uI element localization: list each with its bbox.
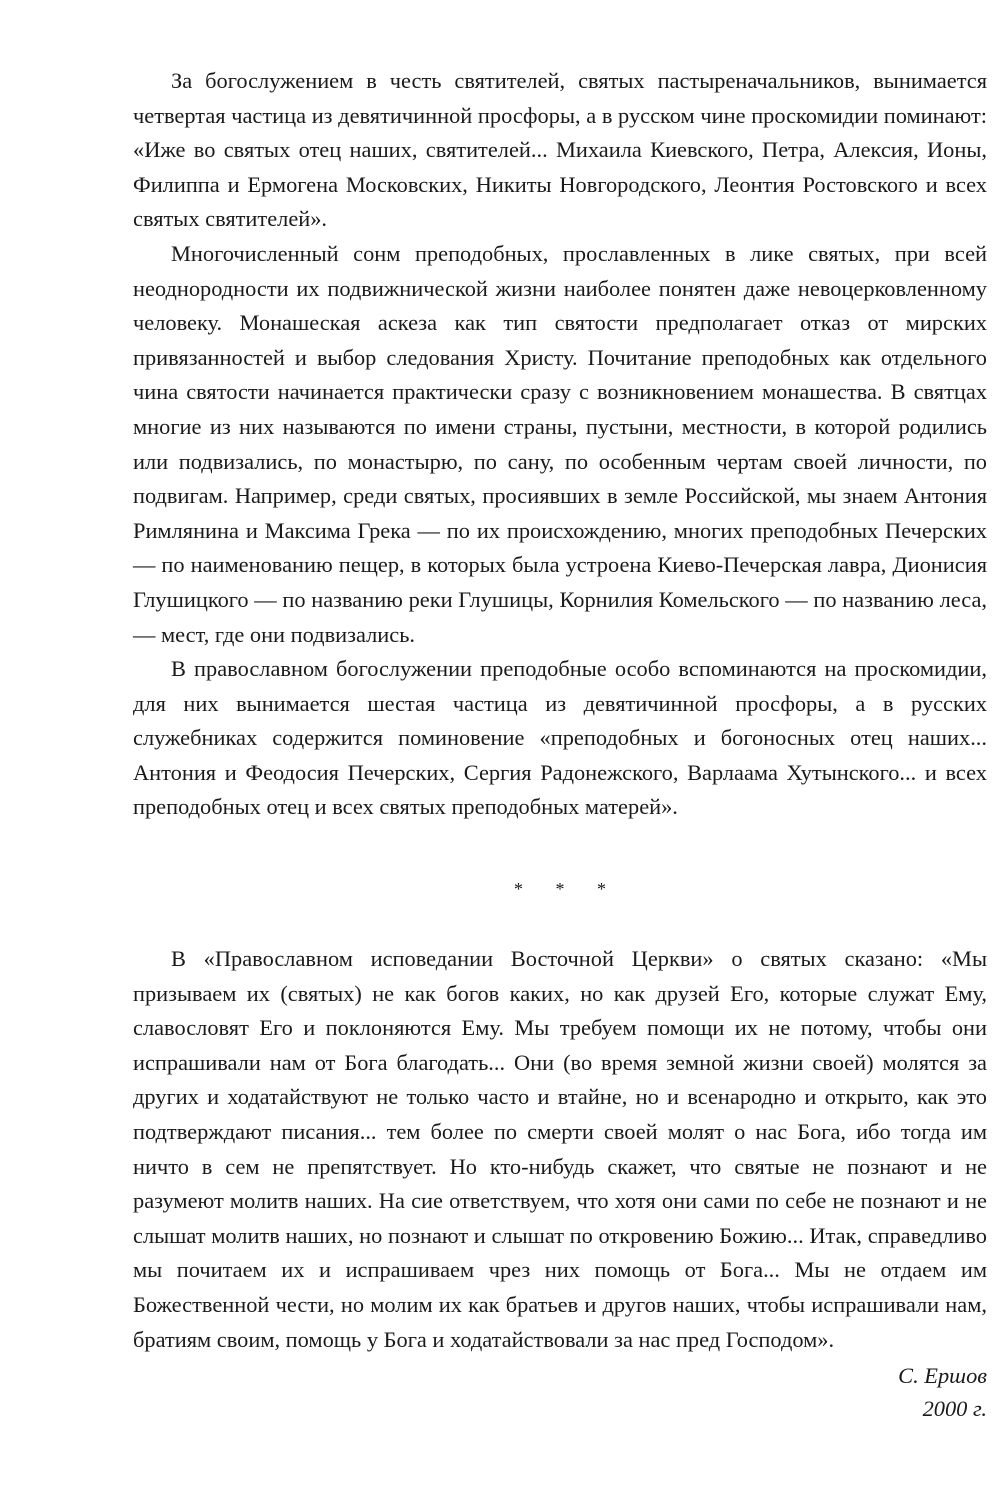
paragraph-proskomedia: В православном богослужении преподобные особо вспоминаются на проскомидии, для них вынимается шестая частица из девятичинной просфоры, а в русских служебниках содержится поминовение «преподобных и богоносных отец наших... Антония и Феодосия Печерских, Сергия Радонежского, Варлаама Хутынского... и всех преподобных отец и всех святых преподобных матерей». — [133, 656, 987, 820]
signature — [133, 1359, 987, 1425]
signature-year: 2000 г. — [922, 1396, 987, 1422]
paragraph-confession: В «Православном исповедании Восточной Церкви» о святых сказано: «Мы призываем их (святых) не как богов каких, но как друзей Его, которые служат Ему, славословят Его и поклоняются Ему. Мы требуем помощи их не потому, чтобы они испрашивали нам от Бога благодать... Они (во время земной жизни своей) молятся за других и ходатайствуют не только часто и втайне, но и всенародно и открыто, как это подтверждают писания... тем более по смерти своей молят о нас Бога, ибо тогда им ничто в сем не препятствует. Но кто-нибудь скажет, что святые не познают и не разумеют молитв наших. На сие ответствуем, что хотя они сами по себе не познают и не слышат молитв наших, но познают и слышат по откровению Божию... Итак, справедливо мы почитаем их и испрашиваем чрез них помощь от Бога... Мы не отдаем им Божественной чести, но молим их как братьев и другов наших, чтобы испрашивали нам, братиям своим, помощь у Бога и ходатайствовали за нас пред Господом». — [133, 946, 987, 1352]
signature-author: С. Ершов — [898, 1363, 987, 1389]
section-break: * * * — [514, 879, 620, 900]
paragraph-hierarchs: За богослужением в честь святителей, святых пастыреначальников, вынимается четвертая частица из девятичинной просфоры, а в русском чине проскомидии поминают: «Иже во святых отец наших, святителей... Михаила Киевского, Петра, Алексия, Ионы, Филиппа и Ермогена Московских, Никиты Новгородского, Леонтия Ростовского и всех святых святителей». — [133, 68, 987, 232]
page-content — [133, 64, 987, 1425]
paragraph-venerables: Многочисленный сонм преподобных, прославленных в лике святых, при всей неоднородности их подвижнической жизни наиболее понятен даже невоцерковленному человеку. Монашеская аскеза как тип святости предполагает отказ от мирских привязанностей и выбор следования Христу. Почитание преподобных как отдельного чина святости начинается практически сразу с возникновением монашества. В святцах многие из них называются по имени страны, пустыни, местности, в которой родились или подвизались, по монастырю, по сану, по особенным чертам своей личности, по подвигам. Например, среди святых, просиявших в земле Российской, мы знаем Антония Римлянина и Максима Грека — по их происхождению, многих преподобных Печерских — по наименованию пещер, в которых была устроена Киево-Печерская лавра, Дионисия Глушицкого — по названию реки Глушицы, Корнилия Комельского — по названию леса, — мест, где они подвизались. — [133, 240, 987, 647]
